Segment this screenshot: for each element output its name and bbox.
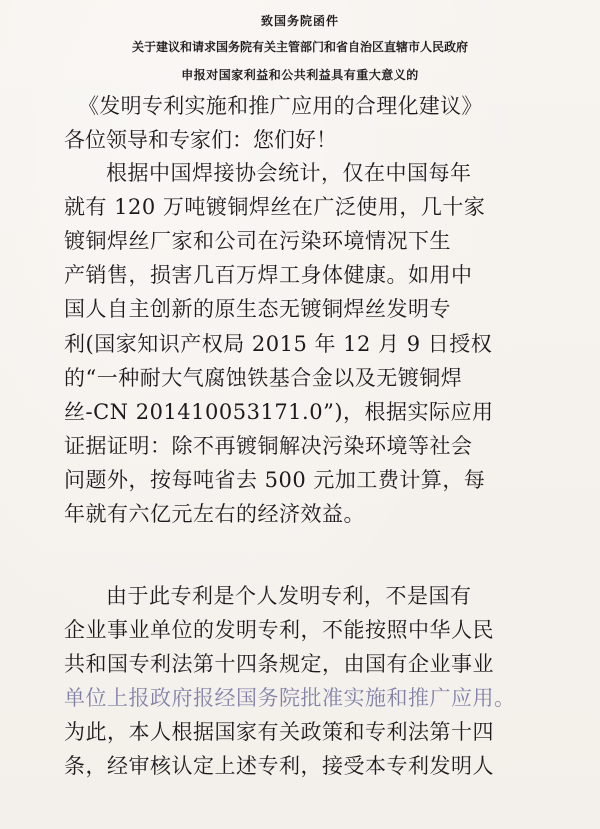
body-line: 根据中国焊接协会统计，仅在中国每年 [106,161,472,185]
body-line: 为此，本人根据国家有关政策和专利法第十四 [64,720,494,744]
body-line: 企业事业单位的发明专利，不能按照中华人民 [64,618,494,642]
body-line: 产销售，损害几百万焊工身体健康。如用中 [64,263,473,287]
body-line: 问题外，按每吨省去 500 元加工费计算，每 [64,468,486,492]
salutation: 各位领导和专家们：您们好！ [64,128,337,152]
body-line: 由于此专利是个人发明专利，不是国有 [106,584,472,608]
body-line: 丝-CN 201410053171.0”)，根据实际应用 [64,400,494,424]
body-line: 就有 120 万吨镀铜焊丝在广泛使用，几十家 [64,195,486,219]
body-line: 利(国家知识产权局 2015 年 12 月 9 日授权 [64,332,493,356]
body-line: 条，经审核认定上述专利，接受本专利发明人 [64,754,494,778]
body-line: 的“一种耐大气腐蚀铁基合金以及无镀铜焊 [64,366,463,390]
letter-heading: 致国务院函件 [260,14,339,28]
body-line: 年就有六亿元左右的经济效益。 [64,502,365,526]
body-line: 国人自主创新的原生态无镀铜焊丝发明专 [64,297,451,321]
body-line: 共和国专利法第十四条规定，由国有企业事业 [64,652,494,676]
body-line: 镀铜焊丝厂家和公司在污染环境情况下生 [64,229,451,253]
body-line: 单位上报政府报经国务院批准实施和推广应用。 [64,686,516,710]
body-line: 证据证明：除不再镀铜解决污染环境等社会 [64,434,473,458]
letter-subject-line-1: 关于建议和请求国务院有关主管部门和省自治区直辖市人民政府 [131,40,468,54]
letter-subject-line-2: 申报对国家利益和公共利益具有重大意义的 [181,68,419,82]
document-title: 《发明专利实施和推广应用的合理化建议》 [78,94,483,118]
